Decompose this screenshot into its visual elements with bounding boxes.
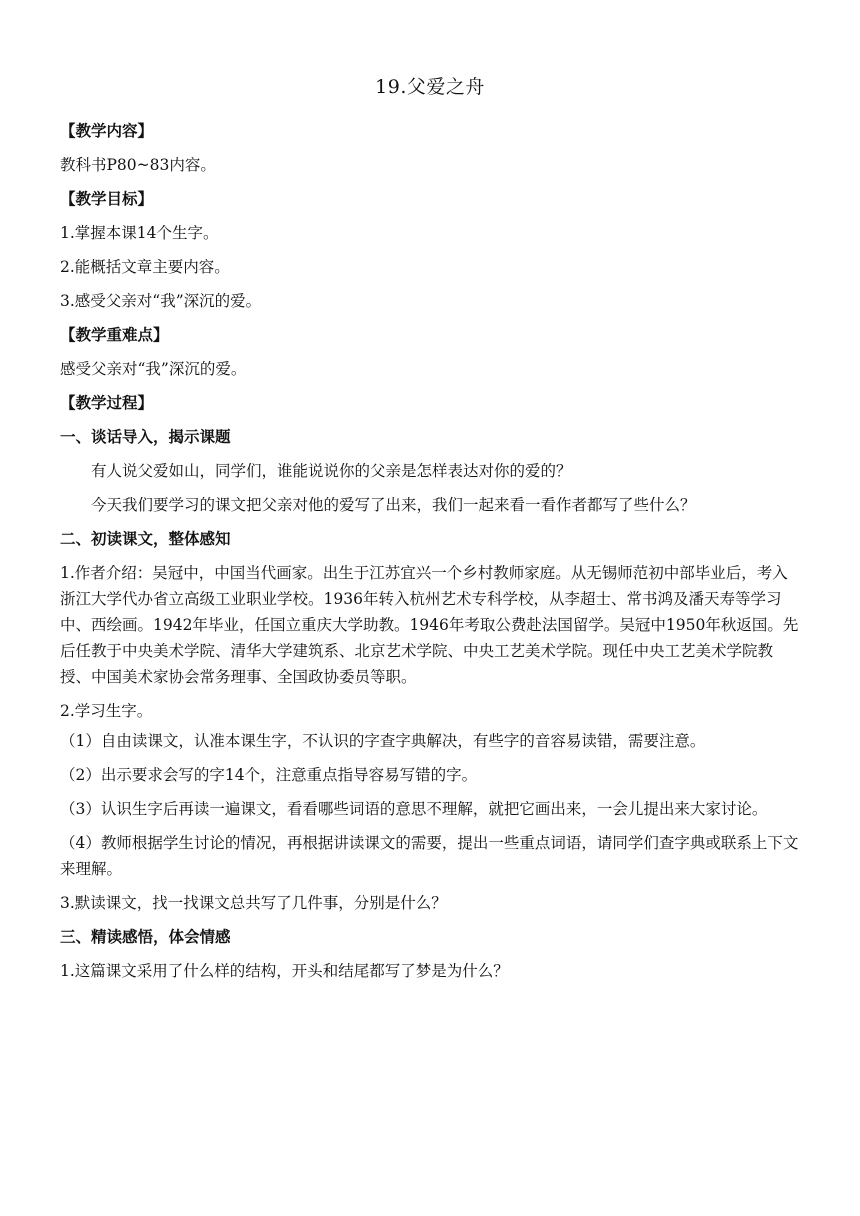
section-heading-keypoints: 【教学重难点】	[60, 326, 169, 344]
learn-characters-heading: 2.学习生字。	[60, 702, 153, 720]
step-item-2: （2）出示要求会写的字14个，注意重点指导容易写错的字。	[60, 766, 478, 784]
step-item-4: （4）教师根据学生讨论的情况，再根据讲读课文的需要，提出一些重点词语，请同学们查字典或联系上下文来理解。	[60, 834, 799, 878]
part3-heading: 三、精读感悟，体会情感	[60, 928, 231, 946]
author-intro: 1.作者介绍：吴冠中，中国当代画家。出生于江苏宜兴一个乡村教师家庭。从无锡师范初中部毕业后，考入浙江大学代办省立高级工业职业学校。1936年转入杭州艺术专科学校，从李超士、常书鸿及潘天寿等学习中、西绘画。1942年毕业，任国立重庆大学助教。1946年考取公费赴法国留学。吴冠中1950年秋返国。先后任教于中央美术学院、清华大学建筑系、北京艺术学院、中央工艺美术学院。现任中央工艺美术学院教授、中国美术家协会常务理事、全国政协委员等职。	[60, 564, 799, 686]
content-text: 教科书P80~83内容。	[60, 156, 216, 174]
part3-item-1: 1.这篇课文采用了什么样的结构，开头和结尾都写了梦是为什么？	[60, 962, 509, 980]
document-body	[60, 118, 800, 992]
section-heading-goals: 【教学目标】	[60, 190, 154, 208]
part1-paragraph-2: 今天我们要学习的课文把父亲对他的爱写了出来，我们一起来看一看作者都写了些什么？	[91, 496, 696, 514]
part2-heading: 二、初读课文，整体感知	[60, 530, 231, 548]
part2-item-3: 3.默读课文，找一找课文总共写了几件事，分别是什么？	[60, 894, 447, 912]
step-item-1: （1）自由读课文，认准本课生字，不认识的字查字典解决，有些字的音容易读错，需要注意。	[60, 732, 706, 750]
goal-item-3: 3.感受父亲对“我”深沉的爱。	[60, 292, 262, 310]
page-title: 19.父爱之舟	[375, 76, 485, 98]
keypoints-text: 感受父亲对“我”深沉的爱。	[60, 360, 247, 378]
goal-item-1: 1.掌握本课14个生字。	[60, 224, 219, 242]
section-heading-content: 【教学内容】	[60, 122, 154, 140]
step-item-3: （3）认识生字后再读一遍课文，看看哪些词语的意思不理解，就把它画出来，一会儿提出来大家讨论。	[60, 800, 768, 818]
part1-heading: 一、谈话导入，揭示课题	[60, 428, 231, 446]
part1-paragraph-1: 有人说父爱如山，同学们，谁能说说你的父亲是怎样表达对你的爱的？	[91, 462, 572, 480]
section-heading-process: 【教学过程】	[60, 394, 154, 412]
goal-item-2: 2.能概括文章主要内容。	[60, 258, 230, 276]
